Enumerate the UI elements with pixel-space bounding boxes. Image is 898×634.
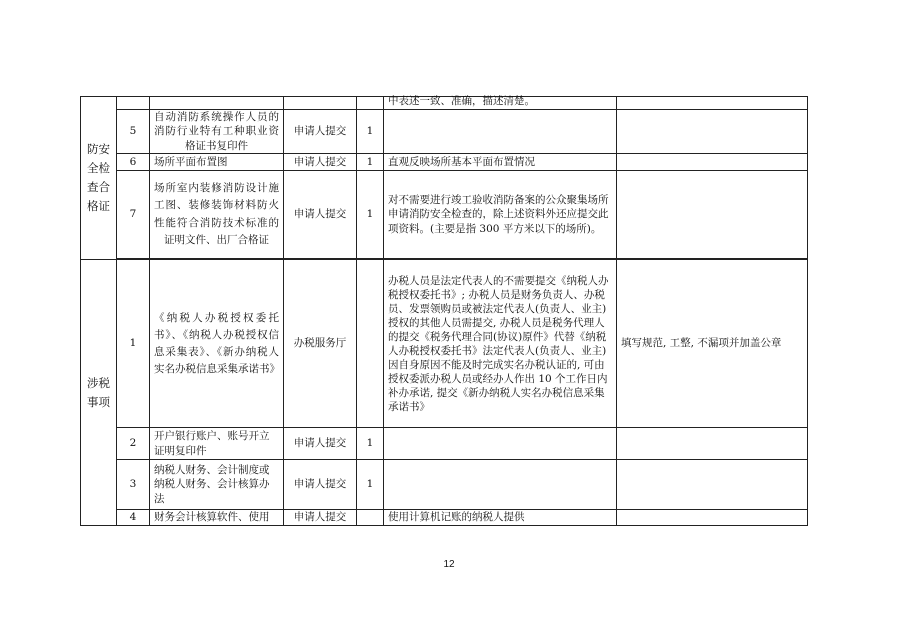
submitter-cell: 申请人提交 [284, 460, 357, 510]
note-cell: 使用计算机记账的纳税人提供 [384, 510, 617, 526]
row-number: 4 [117, 510, 150, 526]
material-cell: 财务会计核算软件、使用 [150, 510, 284, 526]
requirement-cell [617, 154, 808, 171]
submitter-cell: 申请人提交 [284, 428, 357, 460]
page-number: 12 [443, 559, 455, 570]
count-cell [357, 260, 384, 428]
table-row [81, 510, 808, 526]
submitter-cell: 申请人提交 [284, 510, 357, 526]
note-cell: 对不需要进行竣工验收消防备案的公众聚集场所申请消防安全检查的，除上述资料外还应提交此项资料。(主要是指 300 平方米以下的场所)。 [384, 171, 617, 259]
count-cell [357, 510, 384, 526]
submitter-cell: 申请人提交 [284, 171, 357, 259]
submitter-cell: 办税服务厅 [284, 260, 357, 428]
material-cell: 场所平面布置图 [150, 154, 284, 171]
category-cell-fire-safety: 防安全检查合格证 [81, 97, 117, 260]
table-row [81, 460, 808, 510]
submitter-cell: 申请人提交 [284, 154, 357, 171]
count-cell: 1 [357, 428, 384, 460]
table-row [81, 154, 808, 171]
table-row [81, 97, 808, 110]
note-cell: 办税人员是法定代表人的不需要提交《纳税人办税授权委托书》; 办税人员是财务负责人、办税员、发票领购员或被法定代表人(负责人、业主)授权的其他人员需提交, 办税人员是税务代理人的提交《税务代理合同(协议)原件》代替《纳税人办税授权委托书》法定代表人(负责人、业主)因自身原因不能及时完成实名办税认证的, 可由授权委派办税人员或经办人作出 10 个工作日内补办承诺, 提交《新办纳税人实名办税信息采集承诺书》 [384, 260, 617, 428]
submitter-cell: 申请人提交 [284, 109, 357, 154]
row-number: 6 [117, 154, 150, 171]
count-cell: 1 [357, 154, 384, 171]
material-cell: 自动消防系统操作人员的消防行业特有工种职业资格证书复印件 [150, 109, 284, 154]
row-number: 3 [117, 460, 150, 510]
requirement-cell [617, 460, 808, 510]
note-cell [384, 460, 617, 510]
requirement-cell: 填写规范, 工整, 不漏项并加盖公章 [617, 260, 808, 428]
category-cell-tax: 涉税事项 [81, 260, 117, 526]
table-row [81, 260, 808, 428]
requirements-table [80, 96, 808, 526]
requirement-cell [617, 510, 808, 526]
table-row [81, 109, 808, 154]
material-cell: 开户银行账户、账号开立证明复印件 [150, 428, 284, 460]
material-cell: 纳税人财务、会计制度或纳税人财务、会计核算办法 [150, 460, 284, 510]
row-number: 7 [117, 171, 150, 259]
row-number: 2 [117, 428, 150, 460]
note-cell [384, 109, 617, 154]
row-number: 5 [117, 109, 150, 154]
requirement-cell [617, 109, 808, 154]
row-number: 1 [117, 260, 150, 428]
note-cell [384, 428, 617, 460]
count-cell: 1 [357, 171, 384, 259]
count-cell: 1 [357, 109, 384, 154]
material-cell: 场所室内装修消防设计施工图、装修装饰材料防火性能符合消防技术标准的证明文件、出厂合格证 [150, 171, 284, 259]
note-cell: 直观反映场所基本平面布置情况 [384, 154, 617, 171]
requirement-cell [617, 171, 808, 259]
table-row [81, 171, 808, 259]
requirement-cell [617, 428, 808, 460]
material-cell: 《纳税人办税授权委托书》、《纳税人办税授权信息采集表》、《新办纳税人实名办税信息采集承诺书》 [150, 260, 284, 428]
table-row [81, 428, 808, 460]
count-cell: 1 [357, 460, 384, 510]
note-cell: 中表述一致、准确，描述清楚。 [384, 97, 617, 110]
